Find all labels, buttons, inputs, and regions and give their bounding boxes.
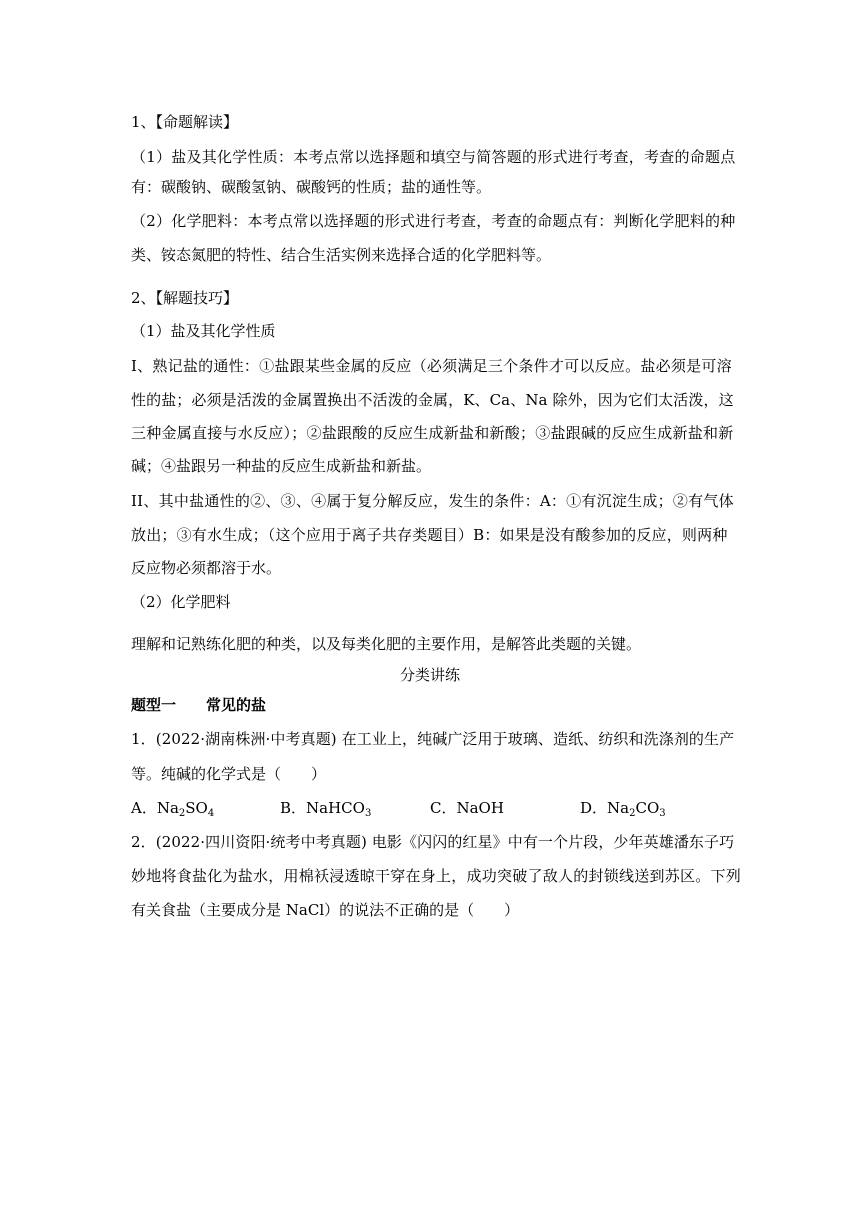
q2-line1: 2．(2022·四川资阳·统考中考真题) 电影《闪闪的红星》中有一个片段，少年英雄潘东子巧: [131, 833, 735, 851]
q1-option-b: B．NaHCO$_3$: [280, 799, 372, 819]
section2-heading: 2、【解题技巧】: [131, 289, 239, 307]
section1-p1-line1: （1）盐及其化学性质：本考点常以选择题和填空与简答题的形式进行考查，考查的命题点: [131, 148, 736, 166]
question-type-heading: 题型一 常见的盐: [131, 696, 267, 714]
q1-option-a: A．$Na_2SO_4$: [131, 799, 215, 819]
section2-sub1: （1）盐及其化学性质: [131, 322, 276, 340]
section2-ii-line2: 放出；③有水生成；（这个应用于离子共存类题目）B：如果是没有酸参加的反应，则两种: [131, 526, 728, 544]
section2-i-line1: I、熟记盐的通性：①盐跟某些金属的反应（必须满足三个条件才可以反应。盐必须是可溶: [131, 357, 732, 375]
q1-option-c: C．NaOH: [430, 799, 504, 817]
section1-p2-line1: （2）化学肥料：本考点常以选择题的形式进行考查，考查的命题点有：判断化学肥料的种: [131, 212, 736, 230]
q1-option-d: D．$Na_2CO_3$: [580, 799, 666, 819]
q2-line2: 妙地将食盐化为盐水，用棉袄浸透晾干穿在身上，成功突破了敌人的封锁线送到苏区。下列: [131, 867, 742, 885]
section2-i-line2: 性的盐；必须是活泼的金属置换出不活泼的金属，K、Ca、Na 除外，因为它们太活泼，这: [131, 391, 734, 409]
section2-i-line4: 碱；④盐跟另一种盐的反应生成新盐和新盐。: [131, 457, 432, 475]
section1-p2-line2: 类、铵态氮肥的特性、结合生活实例来选择合适的化学肥料等。: [131, 246, 552, 264]
q1-line2: 等。纯碱的化学式是（ ）: [131, 765, 327, 783]
q1-line1: 1．(2022·湖南株洲·中考真题) 在工业上，纯碱广泛用于玻璃、造纸、纺织和洗涤剂的生产: [131, 730, 735, 748]
practice-title: 分类讲练: [399, 666, 460, 684]
section1-heading: 1、【命题解读】: [131, 113, 239, 131]
fertilizer-line: 理解和记熟练化肥的种类，以及每类化肥的主要作用，是解答此类题的关键。: [131, 635, 642, 653]
section2-i-line3: 三种金属直接与水反应）；②盐跟酸的反应生成新盐和新酸；③盐跟碱的反应生成新盐和新: [131, 424, 734, 442]
section2-ii-line3: 反应物必须都溶于水。: [131, 559, 282, 577]
section2-sub2: （2）化学肥料: [131, 593, 231, 611]
section2-ii-line1: II、其中盐通性的②、③、④属于复分解反应，发生的条件：A：①有沉淀生成；②有气体: [131, 492, 734, 510]
section1-p1-line2: 有：碳酸钠、碳酸氢钠、碳酸钙的性质；盐的通性等。: [131, 178, 492, 196]
q2-line3: 有关食盐（主要成分是 NaCl）的说法不正确的是（ ）: [131, 901, 520, 919]
